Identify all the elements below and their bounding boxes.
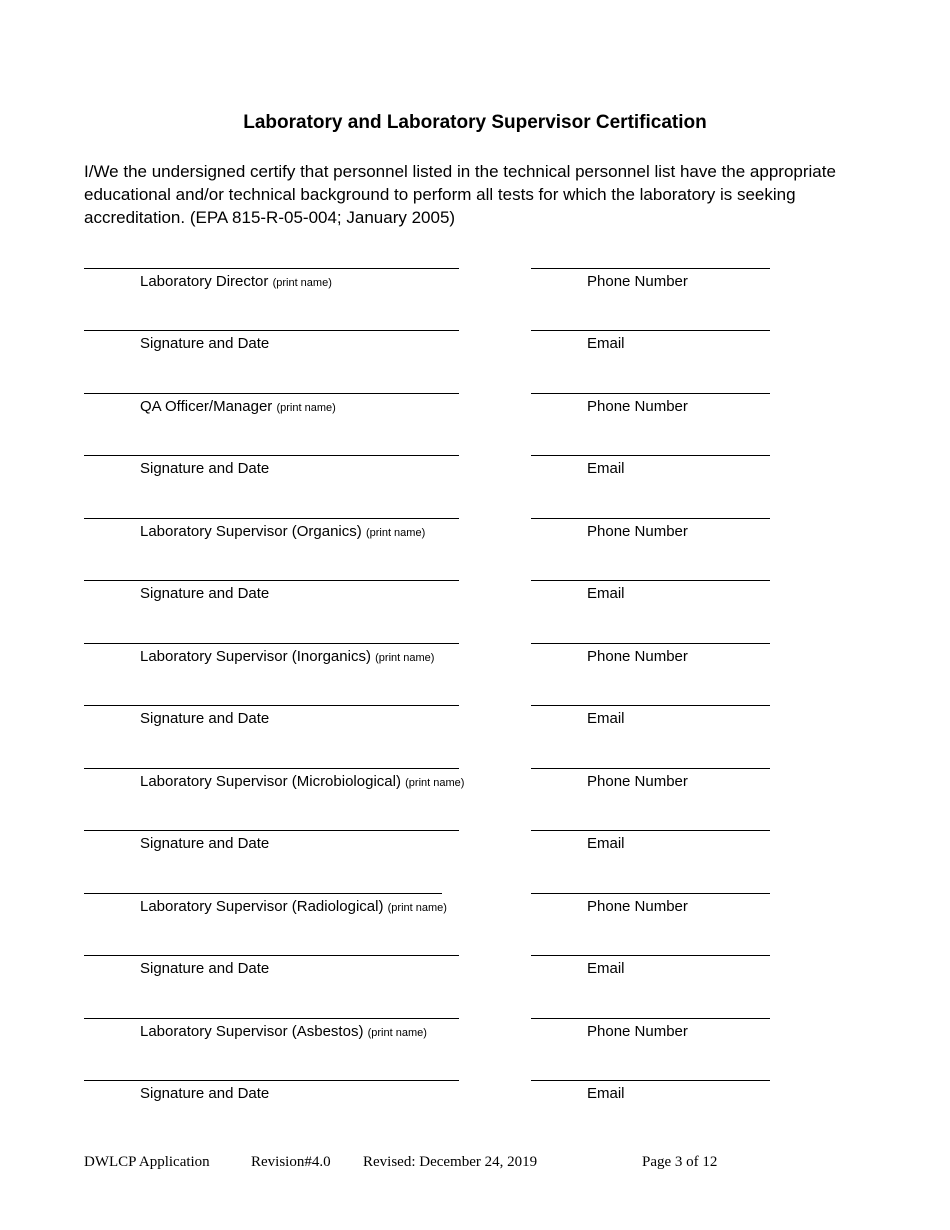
contact-line[interactable]	[531, 580, 770, 581]
signature-row	[0, 1080, 950, 1130]
contact-label: Email	[587, 835, 625, 852]
contact-label: Phone Number	[587, 648, 688, 665]
signature-row	[0, 518, 950, 568]
signature-row	[0, 768, 950, 818]
contact-label: Email	[587, 960, 625, 977]
contact-line[interactable]	[531, 955, 770, 956]
signature-line[interactable]	[84, 455, 459, 456]
signature-row	[0, 1018, 950, 1068]
contact-label: Phone Number	[587, 773, 688, 790]
row-label: Laboratory Supervisor (Asbestos) (print name)	[140, 1023, 427, 1040]
signature-row	[0, 705, 950, 755]
row-label: Laboratory Director (print name)	[140, 273, 332, 290]
name-line[interactable]	[84, 268, 459, 269]
page-footer	[84, 1154, 884, 1174]
row-label: Laboratory Supervisor (Radiological) (print name)	[140, 898, 447, 915]
contact-label: Phone Number	[587, 273, 688, 290]
row-label: Signature and Date	[140, 960, 270, 977]
contact-line[interactable]	[531, 393, 770, 394]
signature-row	[0, 330, 950, 380]
name-line[interactable]	[84, 1018, 459, 1019]
contact-label: Email	[587, 585, 625, 602]
signature-row	[0, 893, 950, 943]
contact-label: Phone Number	[587, 1023, 688, 1040]
signature-line[interactable]	[84, 830, 459, 831]
row-label: Signature and Date	[140, 460, 270, 477]
contact-label: Email	[587, 460, 625, 477]
footer-revised-date: Revised: December 24, 2019	[363, 1154, 538, 1170]
signature-row	[0, 643, 950, 693]
name-line[interactable]	[84, 393, 459, 394]
row-label: QA Officer/Manager (print name)	[140, 398, 336, 415]
contact-label: Email	[587, 1085, 625, 1102]
signature-row	[0, 268, 950, 318]
signature-line[interactable]	[84, 1080, 459, 1081]
signature-line[interactable]	[84, 580, 459, 581]
contact-line[interactable]	[531, 1018, 770, 1019]
name-line[interactable]	[84, 893, 442, 894]
contact-line[interactable]	[531, 455, 770, 456]
contact-line[interactable]	[531, 268, 770, 269]
footer-revision: Revision#4.0	[251, 1154, 331, 1170]
name-line[interactable]	[84, 518, 459, 519]
contact-line[interactable]	[531, 705, 770, 706]
row-label: Signature and Date	[140, 710, 270, 727]
contact-line[interactable]	[531, 830, 770, 831]
contact-line[interactable]	[531, 768, 770, 769]
contact-line[interactable]	[531, 893, 770, 894]
row-label: Signature and Date	[140, 585, 270, 602]
certification-statement: I/We the undersigned certify that personnel listed in the technical personnel list have the appropriate educational and/or technical background to perform all tests for which the laboratory is seeking accreditation. (EPA 815-R-05-004; January 2005)	[84, 162, 836, 227]
row-label: Laboratory Supervisor (Organics) (print name)	[140, 523, 426, 540]
signature-row	[0, 455, 950, 505]
footer-app: DWLCP Application	[84, 1154, 210, 1170]
signature-row	[0, 580, 950, 630]
signature-row	[0, 955, 950, 1005]
row-label: Signature and Date	[140, 335, 270, 352]
contact-label: Phone Number	[587, 523, 688, 540]
signature-row	[0, 393, 950, 443]
contact-line[interactable]	[531, 518, 770, 519]
row-label: Signature and Date	[140, 835, 270, 852]
name-line[interactable]	[84, 643, 459, 644]
contact-label: Email	[587, 335, 625, 352]
row-label: Signature and Date	[140, 1085, 270, 1102]
contact-line[interactable]	[531, 643, 770, 644]
footer-page-number: Page 3 of 12	[642, 1154, 718, 1170]
row-label: Laboratory Supervisor (Microbiological) (print name)	[140, 773, 465, 790]
contact-line[interactable]	[531, 1080, 770, 1081]
signature-row	[0, 830, 950, 880]
page-title: Laboratory and Laboratory Supervisor Certification	[243, 112, 707, 133]
signature-line[interactable]	[84, 330, 459, 331]
contact-label: Phone Number	[587, 898, 688, 915]
contact-line[interactable]	[531, 330, 770, 331]
signature-line[interactable]	[84, 705, 459, 706]
signature-line[interactable]	[84, 955, 459, 956]
name-line[interactable]	[84, 768, 459, 769]
row-label: Laboratory Supervisor (Inorganics) (print name)	[140, 648, 435, 665]
contact-label: Email	[587, 710, 625, 727]
contact-label: Phone Number	[587, 398, 688, 415]
